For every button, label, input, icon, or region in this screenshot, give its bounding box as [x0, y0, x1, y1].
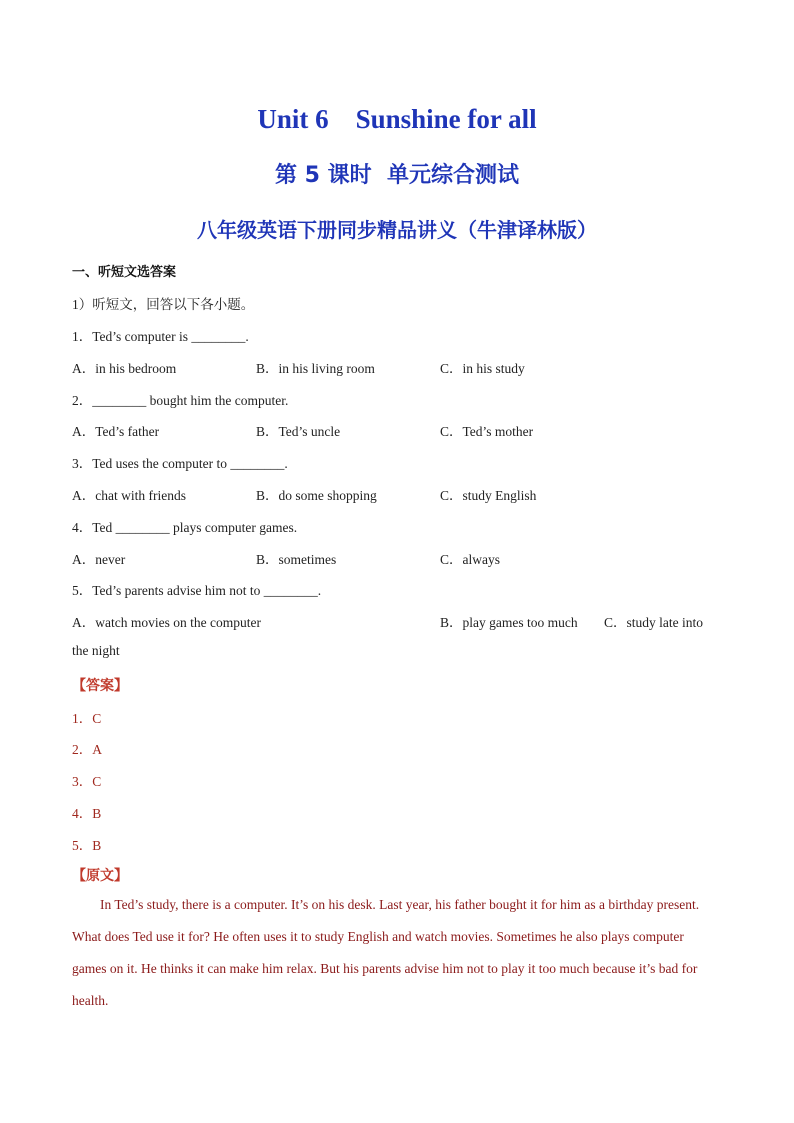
question-3-option-c: C．study English	[440, 488, 537, 503]
question-1-stem: 1．Ted’s computer is ________.	[72, 329, 249, 344]
question-4-stem: 4．Ted ________ plays computer games.	[72, 520, 298, 535]
question-4-option-b: B．sometimes	[256, 552, 337, 567]
section-instruction: 1）听短文，回答以下各小题。	[72, 297, 255, 312]
answer-2: 2．A	[72, 742, 102, 757]
transcript-label: 【原文】	[72, 868, 128, 884]
question-4-option-c: C．always	[440, 552, 500, 567]
question-5-option-c: C．study late into	[604, 615, 703, 630]
answer-label: 【答案】	[72, 678, 128, 694]
question-2-option-c: C．Ted’s mother	[440, 424, 534, 439]
section-heading: 一、听短文选答案	[72, 265, 177, 280]
question-1-option-a: A．in his bedroom	[72, 361, 177, 376]
question-5-option-a: A．watch movies on the computer	[72, 615, 261, 630]
question-2-option-b: B．Ted’s uncle	[256, 424, 341, 439]
answer-1: 1．C	[72, 711, 102, 726]
question-3-option-b: B．do some shopping	[256, 488, 377, 503]
transcript-text: In Ted’s study, there is a computer. It’s on his desk. Last year, his father bought it for him as a birthday present. What does Ted use it for? He often uses it to study English and watch movies. Sometimes he also plays computer games on it. He thinks it can make him relax. But his parents advise him not to play it too much because it’s bad for health.	[72, 897, 700, 1008]
document-subtitle: 八年级英语下册同步精品讲义（牛津译林版）	[197, 218, 597, 242]
answer-3: 3．C	[72, 774, 102, 789]
unit-title: Unit 6 Sunshine for all	[257, 104, 537, 134]
question-5-stem: 5．Ted’s parents advise him not to ________.	[72, 583, 322, 598]
answer-5: 5．B	[72, 838, 102, 853]
question-3-option-a: A．chat with friends	[72, 488, 186, 503]
question-1-option-c: C．in his study	[440, 361, 525, 376]
question-5-option-b: B．play games too much	[440, 615, 578, 630]
question-2-stem: 2．________ bought him the computer.	[72, 393, 289, 408]
question-4-option-a: A．never	[72, 552, 126, 567]
answer-4: 4．B	[72, 806, 102, 821]
lesson-title: 第 5 课时 单元综合测试	[275, 163, 519, 188]
question-3-stem: 3．Ted uses the computer to ________.	[72, 456, 288, 471]
question-2-option-a: A．Ted’s father	[72, 424, 160, 439]
question-5-option-c-continued: the night	[72, 643, 120, 658]
question-1-option-b: B．in his living room	[256, 361, 375, 376]
